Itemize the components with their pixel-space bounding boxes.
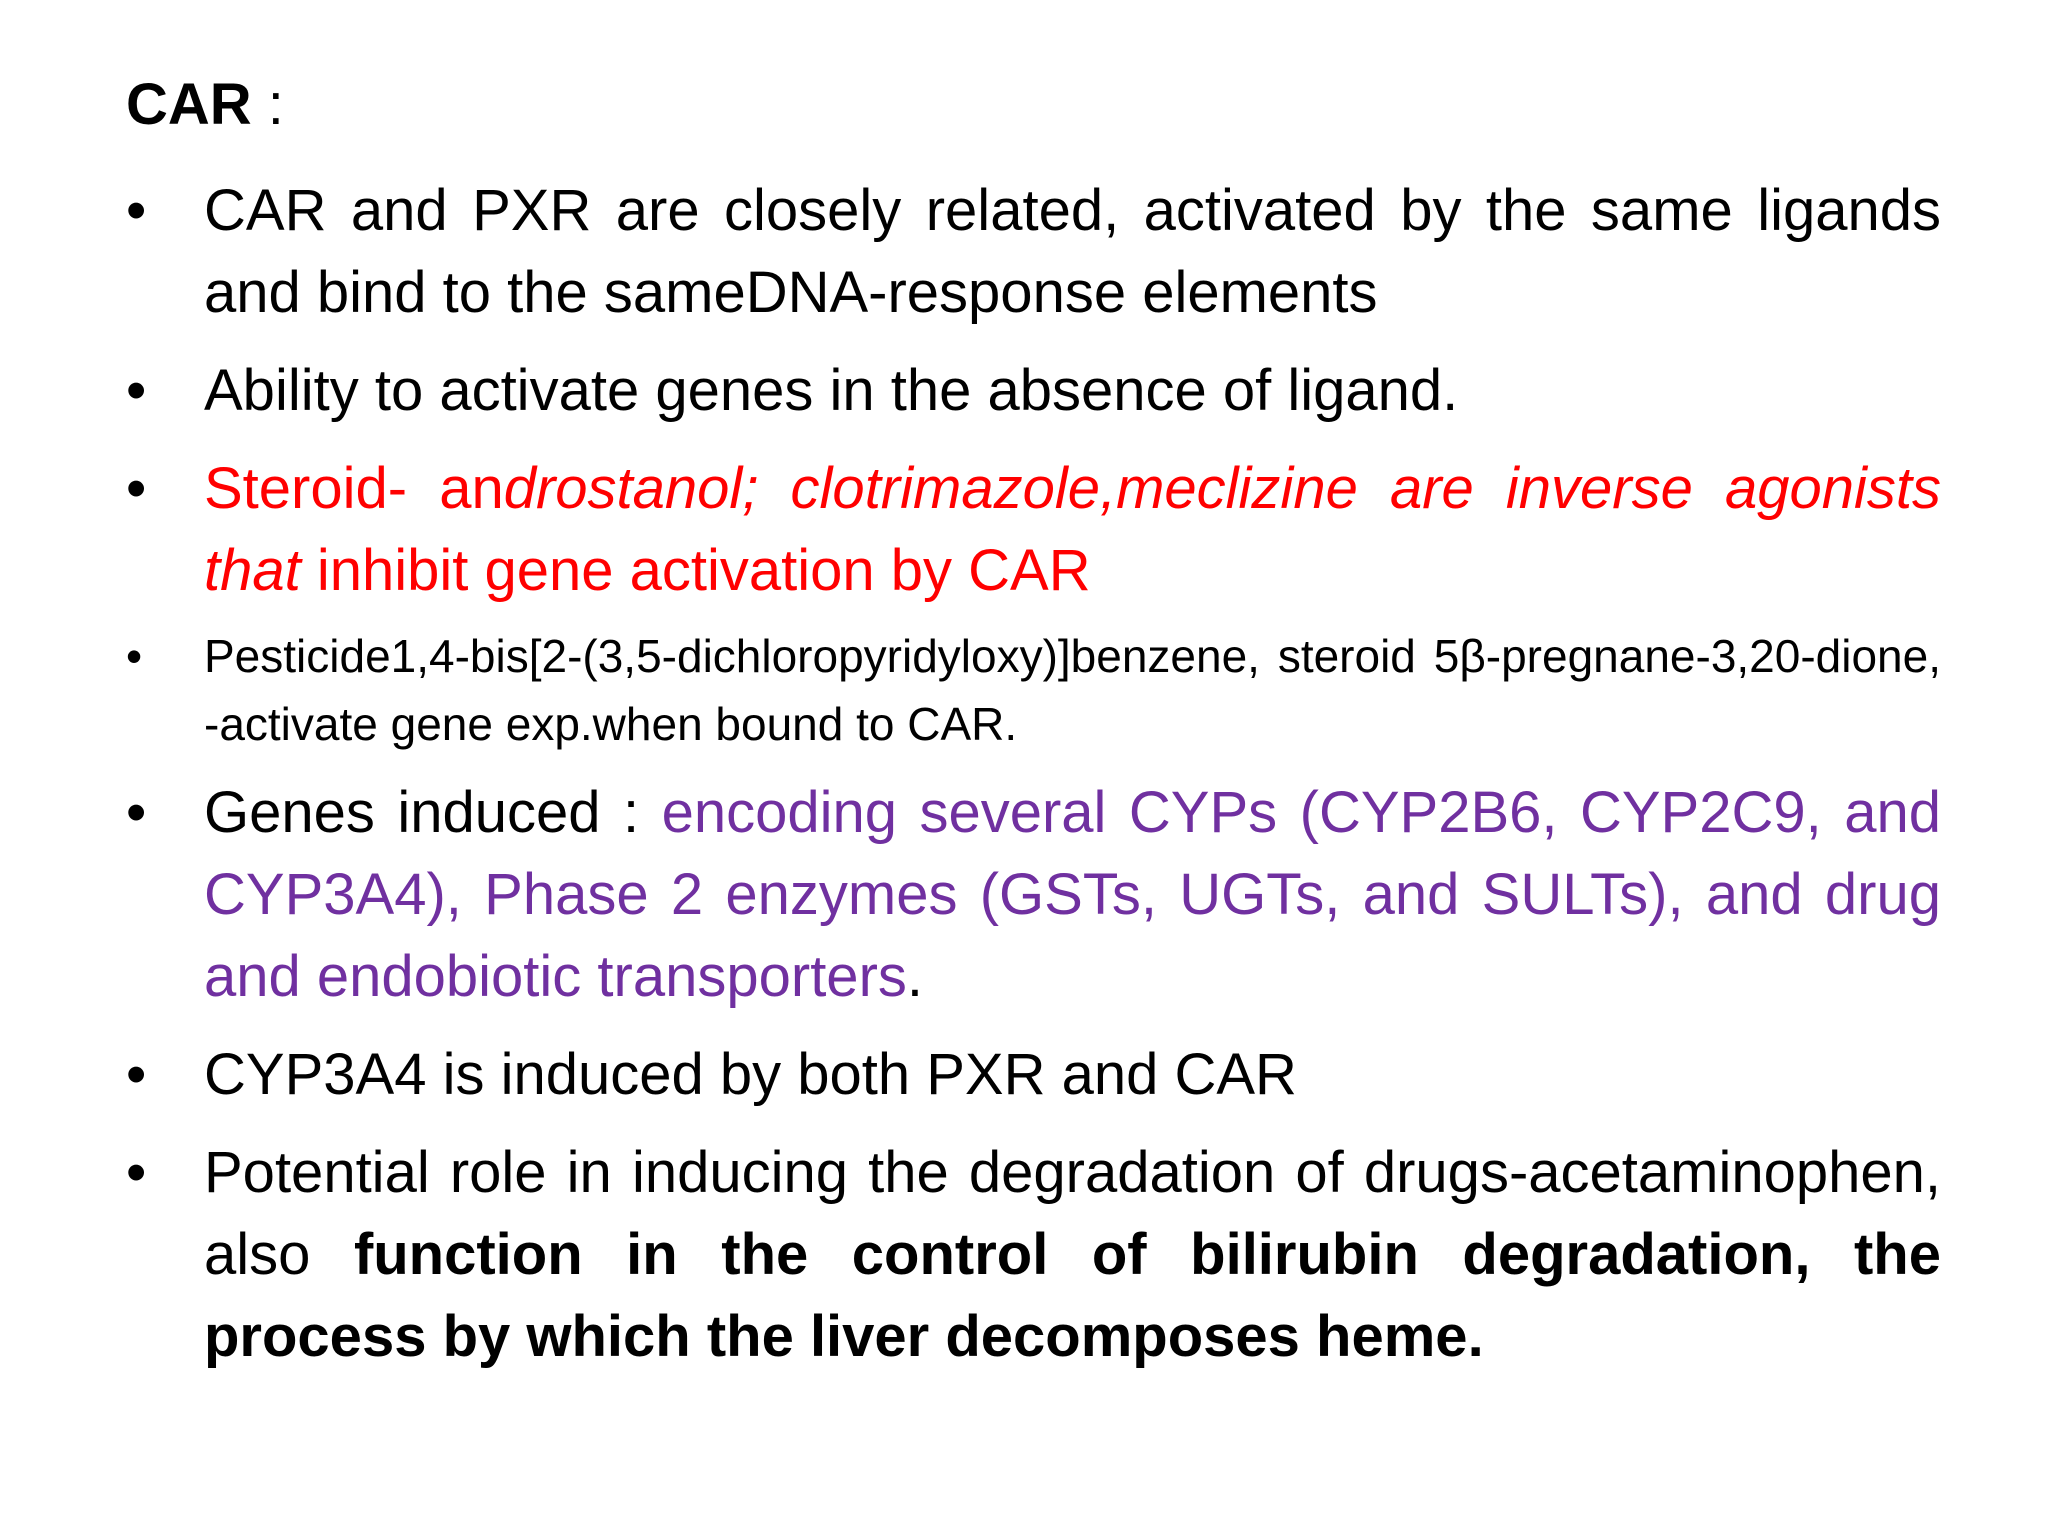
bullet-text: CAR and PXR are closely related, activated by the same ligands and bind to the sameDNA-response elements — [204, 178, 1941, 325]
bullet-item-activators — [126, 622, 1941, 758]
bullet-item-potential-role — [126, 1132, 1941, 1378]
bullet-dot-icon: • — [126, 630, 143, 682]
bullet-text-red: Steroid- an — [204, 456, 504, 521]
bullet-text: Pesticide1,4-bis[2-(3,5-dichloropyridyloxy)]benzene, steroid 5β-pregnane-3,20-dione, -activate gene exp.when bound to CAR. — [204, 630, 1941, 750]
bullet-list — [126, 170, 1941, 1378]
bullet-dot-icon: • — [126, 456, 147, 521]
bullet-text: . — [906, 944, 924, 1009]
bullet-item-car-pxr — [126, 170, 1941, 334]
bullet-dot-icon: • — [126, 358, 147, 423]
bullet-dot-icon: • — [126, 178, 147, 243]
bullet-item-inverse-agonists — [126, 448, 1941, 612]
bullet-text: Potential role in inducing the degradation of drugs-acetaminophen, also — [204, 1140, 1941, 1287]
bullet-item-genes-induced — [126, 772, 1941, 1018]
bullet-text: Ability to activate genes in the absence of ligand. — [204, 358, 1459, 423]
bullet-text-purple: encoding several CYPs (CYP2B6, CYP2C9, and CYP3A4), Phase 2 enzymes (GSTs, UGTs, and SULTs), and drug and endobiotic transporters — [204, 780, 1941, 1009]
bullet-item-cyp3a4 — [126, 1034, 1941, 1116]
bullet-dot-icon: • — [126, 780, 147, 845]
title-heading: CAR — [126, 72, 252, 137]
bullet-text: Genes induced : — [204, 780, 662, 845]
bullet-item-ligand-absence — [126, 350, 1941, 432]
bullet-text-red: inhibit gene activation by CAR — [316, 538, 1091, 603]
slide-title — [126, 70, 284, 140]
bullet-text-bold: function in the control of bilirubin degradation, the process by which the liver decomposes heme. — [204, 1222, 1941, 1369]
bullet-text-red-italic: drostanol; clotrimazole,meclizine are inverse agonists that — [204, 456, 1941, 603]
bullet-dot-icon: • — [126, 1140, 147, 1205]
bullet-dot-icon: • — [126, 1042, 147, 1107]
title-separator: : — [251, 72, 284, 137]
bullet-text: CYP3A4 is induced by both PXR and CAR — [204, 1042, 1297, 1107]
